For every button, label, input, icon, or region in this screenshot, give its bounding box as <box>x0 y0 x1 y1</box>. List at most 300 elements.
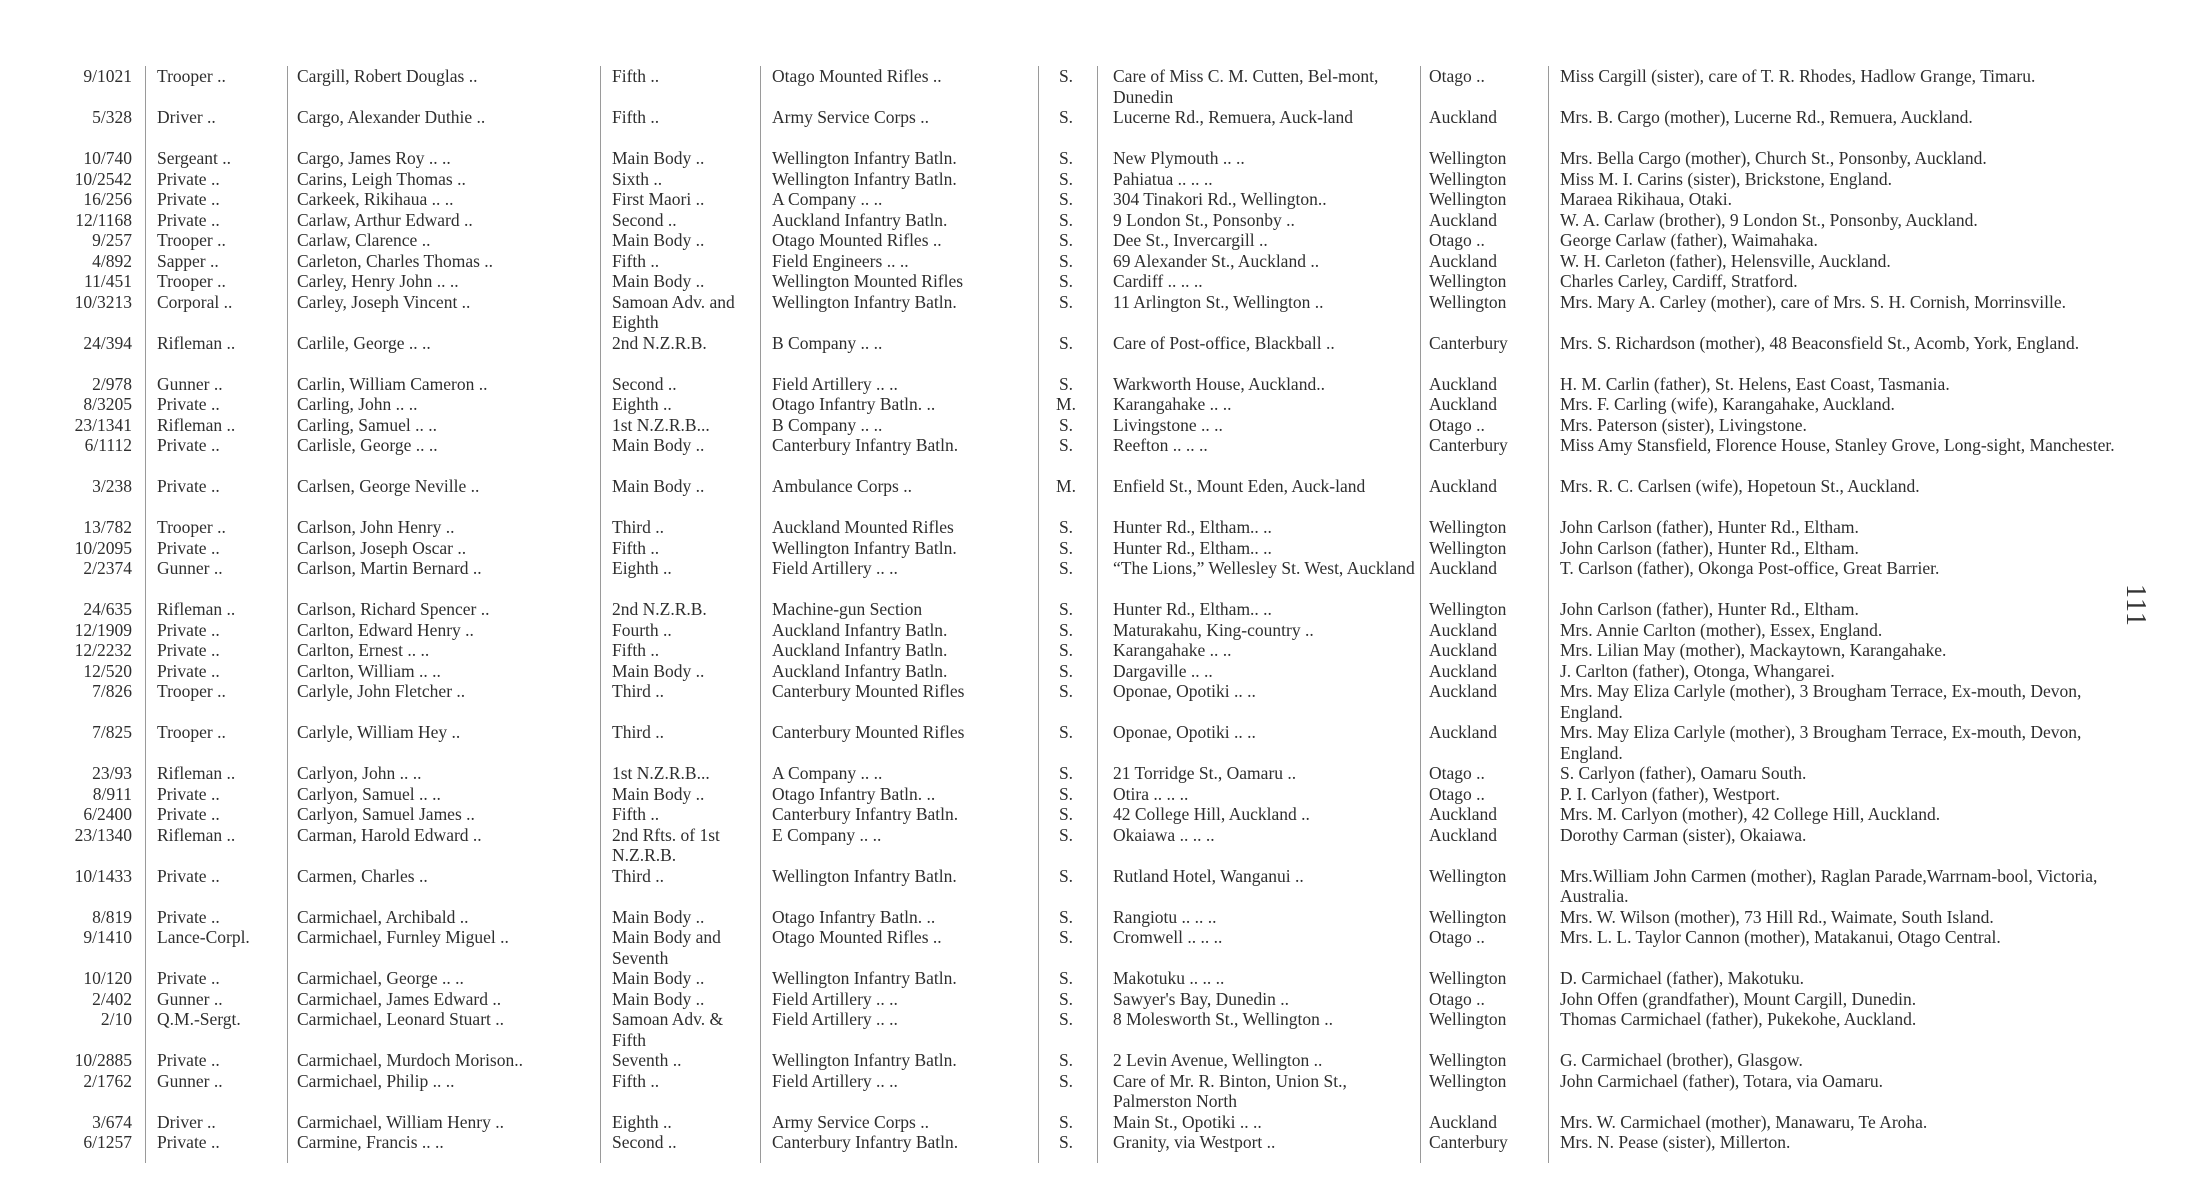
roll-row <box>0 866 2205 907</box>
roll-row <box>0 374 2205 395</box>
unit: A Company .. .. <box>772 189 883 209</box>
unit: Wellington Infantry Batln. <box>772 1050 957 1070</box>
record-number: 2/402 <box>92 988 132 1009</box>
district: Otago .. <box>1429 763 1485 783</box>
record-number: 6/1112 <box>84 435 132 455</box>
draft: 2nd N.Z.R.B. <box>612 599 707 619</box>
next-of-kin: Mrs. N. Pease (sister), Millerton. <box>1560 1132 1791 1152</box>
last-address: Lucerne Rd., Remuera, Auck-land <box>1113 107 1354 127</box>
record-number: 9/257 <box>92 230 132 250</box>
marital-status: S. <box>1058 804 1074 824</box>
draft: Second .. <box>612 373 677 394</box>
roll-row <box>0 415 2205 436</box>
last-address: Hunter Rd., Eltham.. .. <box>1113 517 1272 537</box>
soldier-name: Carman, Harold Edward .. <box>297 824 482 845</box>
page-number: 111 <box>2120 584 2151 627</box>
next-of-kin: Mrs. Lilian May (mother), Mackaytown, Karangahake. <box>1560 640 1947 660</box>
record-number: 12/1909 <box>74 619 132 640</box>
unit: Otago Mounted Rifles .. <box>772 927 942 947</box>
marital-status: S. <box>1058 988 1074 1009</box>
soldier-name: Carmichael, Archibald .. <box>297 906 469 927</box>
next-of-kin: Mrs. Paterson (sister), Livingstone. <box>1560 414 1807 435</box>
unit: Auckland Infantry Batln. <box>772 660 948 681</box>
record-number: 23/1341 <box>74 414 132 435</box>
marital-status: M. <box>1056 476 1076 496</box>
record-number: 12/2232 <box>74 640 132 660</box>
district: Auckland <box>1429 824 1498 845</box>
next-of-kin: Mrs. Annie Carlton (mother), Essex, England. <box>1560 619 1883 640</box>
last-address: 304 Tinakori Rd., Wellington.. <box>1113 189 1327 209</box>
last-address: Pahiatua .. .. .. <box>1113 168 1213 189</box>
unit: B Company .. .. <box>772 332 883 353</box>
record-number: 24/394 <box>83 332 132 353</box>
last-address: Dargaville .. .. <box>1113 660 1213 681</box>
soldier-name: Carlton, Edward Henry .. <box>297 619 474 640</box>
roll-row <box>0 784 2205 805</box>
last-address: 21 Torridge St., Oamaru .. <box>1113 763 1297 783</box>
marital-status: S. <box>1058 517 1074 537</box>
soldier-name: Carleton, Charles Thomas .. <box>297 250 494 271</box>
marital-status: S. <box>1058 66 1074 86</box>
last-address: Okaiawa .. .. .. <box>1113 824 1215 845</box>
record-number: 24/635 <box>83 599 132 619</box>
soldier-name: Carmen, Charles .. <box>297 865 428 886</box>
record-number: 23/93 <box>92 763 132 783</box>
roll-row <box>0 599 2205 620</box>
district: Otago .. <box>1429 414 1485 435</box>
soldier-name: Carlile, George .. .. <box>297 332 431 353</box>
next-of-kin: Mrs. May Eliza Carlyle (mother), 3 Brougham Terrace, Ex-mouth, Devon, England. <box>1560 722 2082 763</box>
district: Otago .. <box>1429 988 1485 1009</box>
soldier-name: Carley, Henry John .. .. <box>297 271 459 291</box>
unit: Field Artillery .. .. <box>772 988 898 1009</box>
last-address: Karangahake .. .. <box>1113 640 1232 660</box>
marital-status: S. <box>1058 332 1074 353</box>
unit: Ambulance Corps .. <box>772 476 912 496</box>
record-number: 10/3213 <box>74 291 132 312</box>
roll-row <box>0 271 2205 292</box>
marital-status: S. <box>1058 230 1074 250</box>
district: Auckland <box>1429 660 1498 681</box>
rank: Driver .. <box>157 1111 216 1132</box>
marital-status: S. <box>1058 1111 1074 1132</box>
unit: Wellington Infantry Batln. <box>772 148 957 168</box>
unit: Canterbury Mounted Rifles <box>772 722 965 742</box>
next-of-kin: Mrs. W. Carmichael (mother), Manawaru, Te Aroha. <box>1560 1111 1928 1132</box>
rank: Q.M.-Sergt. <box>157 1009 241 1029</box>
unit: Canterbury Infantry Batln. <box>772 1132 959 1152</box>
district: Wellington <box>1429 291 1507 312</box>
marital-status: S. <box>1058 865 1074 886</box>
next-of-kin: Thomas Carmichael (father), Pukekohe, Auckland. <box>1560 1009 1917 1029</box>
next-of-kin: Mrs. S. Richardson (mother), 48 Beaconsfield St., Acomb, York, England. <box>1560 332 2080 353</box>
district: Wellington <box>1429 599 1507 619</box>
draft: Samoan Adv. & Fifth <box>612 1009 724 1050</box>
unit: Wellington Infantry Batln. <box>772 537 957 558</box>
last-address: Reefton .. .. .. <box>1113 435 1208 455</box>
marital-status: S. <box>1058 250 1074 271</box>
soldier-name: Carlton, Ernest .. .. <box>297 640 430 660</box>
unit: Auckland Infantry Batln. <box>772 209 948 230</box>
draft: Eighth .. <box>612 1111 672 1132</box>
soldier-name: Carmichael, Furnley Miguel .. <box>297 927 509 947</box>
draft: Eighth .. <box>612 558 672 578</box>
rank: Trooper .. <box>157 271 226 291</box>
next-of-kin: Miss M. I. Carins (sister), Brickstone, England. <box>1560 168 1892 189</box>
marital-status: S. <box>1058 1132 1074 1152</box>
soldier-name: Carlaw, Clarence .. <box>297 230 431 250</box>
record-number: 3/238 <box>92 476 132 496</box>
record-number: 8/3205 <box>83 394 132 414</box>
roll-row <box>0 968 2205 989</box>
soldier-name: Carlyle, William Hey .. <box>297 722 461 742</box>
rank: Private .. <box>157 783 220 804</box>
unit: Canterbury Infantry Batln. <box>772 804 959 824</box>
record-number: 10/740 <box>83 148 132 168</box>
last-address: Care of Mr. R. Binton, Union St., Palmerston North <box>1113 1070 1347 1111</box>
soldier-name: Cargill, Robert Douglas .. <box>297 66 478 86</box>
soldier-name: Carlson, Joseph Oscar .. <box>297 537 467 558</box>
draft: Fifth .. <box>612 537 660 558</box>
rank: Rifleman .. <box>157 332 236 353</box>
district: Wellington <box>1429 1070 1507 1091</box>
rank: Private .. <box>157 906 220 927</box>
next-of-kin: T. Carlson (father), Okonga Post-office, Great Barrier. <box>1560 558 1940 578</box>
record-number: 6/1257 <box>83 1132 132 1152</box>
rank: Private .. <box>157 189 220 209</box>
record-number: 9/1410 <box>83 927 132 947</box>
roll-row <box>0 517 2205 538</box>
soldier-name: Carlsen, George Neville .. <box>297 476 480 496</box>
roll-row <box>0 661 2205 682</box>
district: Canterbury <box>1429 435 1508 455</box>
marital-status: S. <box>1058 271 1074 291</box>
record-number: 10/2885 <box>74 1050 132 1070</box>
last-address: Care of Miss C. M. Cutten, Bel-mont, Dunedin <box>1113 66 1379 107</box>
marital-status: S. <box>1058 599 1074 619</box>
unit: Wellington Infantry Batln. <box>772 865 957 886</box>
draft: Third .. <box>612 722 665 742</box>
draft: Main Body .. <box>612 148 705 168</box>
next-of-kin: Mrs. W. Wilson (mother), 73 Hill Rd., Waimate, South Island. <box>1560 906 1994 927</box>
draft: Main Body .. <box>612 968 705 988</box>
unit: Canterbury Infantry Batln. <box>772 435 959 455</box>
rank: Private .. <box>157 537 220 558</box>
soldier-name: Carmichael, George .. .. <box>297 968 464 988</box>
soldier-name: Carlyon, John .. .. <box>297 763 422 783</box>
record-number: 10/1433 <box>74 865 132 886</box>
record-number: 12/1168 <box>75 209 132 230</box>
unit: Wellington Infantry Batln. <box>772 968 957 988</box>
next-of-kin: John Carlson (father), Hunter Rd., Eltham. <box>1560 599 1859 619</box>
marital-status: S. <box>1058 906 1074 927</box>
roll-row <box>0 1009 2205 1050</box>
district: Wellington <box>1429 168 1507 189</box>
draft: Second .. <box>612 1132 677 1152</box>
marital-status: S. <box>1058 291 1074 312</box>
rank: Private .. <box>157 660 220 681</box>
soldier-name: Carins, Leigh Thomas .. <box>297 168 466 189</box>
district: Otago .. <box>1429 783 1485 804</box>
roll-row <box>0 558 2205 599</box>
soldier-name: Carlson, John Henry .. <box>297 517 455 537</box>
next-of-kin: Mrs.William John Carmen (mother), Raglan Parade,Warrnam-bool, Victoria, Australia. <box>1560 865 2098 906</box>
roll-row <box>0 292 2205 333</box>
unit: Field Artillery .. .. <box>772 1070 898 1091</box>
next-of-kin: D. Carmichael (father), Makotuku. <box>1560 968 1804 988</box>
rank: Rifleman .. <box>157 824 236 845</box>
rank: Trooper .. <box>157 230 226 250</box>
next-of-kin: H. M. Carlin (father), St. Helens, East Coast, Tasmania. <box>1560 373 1950 394</box>
soldier-name: Cargo, Alexander Duthie .. <box>297 107 486 127</box>
draft: Main Body .. <box>612 230 705 250</box>
rank: Private .. <box>157 968 220 988</box>
soldier-name: Carmichael, Leonard Stuart .. <box>297 1009 505 1029</box>
next-of-kin: Mrs. Bella Cargo (mother), Church St., Ponsonby, Auckland. <box>1560 148 1987 168</box>
rank: Rifleman .. <box>157 414 236 435</box>
roll-row <box>0 620 2205 641</box>
roll-row <box>0 1132 2205 1153</box>
rank: Private .. <box>157 394 220 414</box>
marital-status: S. <box>1058 189 1074 209</box>
next-of-kin: Maraea Rikihaua, Otaki. <box>1560 189 1733 209</box>
next-of-kin: Miss Cargill (sister), care of T. R. Rhodes, Hadlow Grange, Timaru. <box>1560 66 2036 86</box>
marital-status: S. <box>1058 722 1074 742</box>
roll-row <box>0 189 2205 210</box>
district: Wellington <box>1429 189 1507 209</box>
last-address: Granity, via Westport .. <box>1113 1132 1276 1152</box>
soldier-name: Carmichael, Philip .. .. <box>297 1070 455 1091</box>
record-number: 11/451 <box>84 271 132 291</box>
marital-status: S. <box>1058 537 1074 558</box>
last-address: 69 Alexander St., Auckland .. <box>1113 250 1320 271</box>
rank: Gunner .. <box>157 558 223 578</box>
draft: Main Body .. <box>612 271 705 291</box>
draft: 1st N.Z.R.B... <box>612 414 710 435</box>
rank: Private .. <box>157 168 220 189</box>
soldier-name: Carkeek, Rikihaua .. .. <box>297 189 454 209</box>
unit: Otago Mounted Rifles .. <box>772 66 942 86</box>
roll-row <box>0 1050 2205 1071</box>
district: Wellington <box>1429 517 1507 537</box>
soldier-name: Carlyle, John Fletcher .. <box>297 681 466 701</box>
roll-row <box>0 210 2205 231</box>
rank: Private .. <box>157 1132 220 1152</box>
draft: Fifth .. <box>612 1070 660 1091</box>
last-address: Main St., Opotiki .. .. <box>1113 1111 1262 1132</box>
soldier-name: Carlin, William Cameron .. <box>297 373 488 394</box>
unit: Canterbury Mounted Rifles <box>772 681 965 701</box>
district: Wellington <box>1429 865 1507 886</box>
draft: Third .. <box>612 865 665 886</box>
draft: Fifth .. <box>612 107 660 127</box>
rank: Trooper .. <box>157 681 226 701</box>
roll-row <box>0 1071 2205 1112</box>
district: Auckland <box>1429 1111 1498 1132</box>
district: Auckland <box>1429 476 1498 496</box>
draft: Eighth .. <box>612 394 672 414</box>
rank: Private .. <box>157 619 220 640</box>
soldier-name: Carling, Samuel .. .. <box>297 414 437 435</box>
marital-status: S. <box>1058 373 1074 394</box>
unit: Machine-gun Section <box>772 599 923 619</box>
roll-row <box>0 169 2205 190</box>
last-address: New Plymouth .. .. <box>1113 148 1245 168</box>
next-of-kin: Mrs. May Eliza Carlyle (mother), 3 Brougham Terrace, Ex-mouth, Devon, England. <box>1560 681 2082 722</box>
draft: Samoan Adv. and Eighth <box>612 291 735 332</box>
unit: Auckland Mounted Rifles <box>772 517 954 537</box>
rank: Private .. <box>157 476 220 496</box>
unit: Wellington Infantry Batln. <box>772 291 957 312</box>
draft: 1st N.Z.R.B... <box>612 763 710 783</box>
rank: Driver .. <box>157 107 216 127</box>
record-number: 3/674 <box>92 1111 132 1132</box>
draft: Third .. <box>612 681 665 701</box>
roll-row <box>0 538 2205 559</box>
unit: E Company .. .. <box>772 824 882 845</box>
district: Auckland <box>1429 107 1498 127</box>
last-address: Dee St., Invercargill .. <box>1113 230 1268 250</box>
roll-row <box>0 394 2205 415</box>
draft: Fifth .. <box>612 250 660 271</box>
record-number: 7/825 <box>92 722 132 742</box>
unit: A Company .. .. <box>772 763 883 783</box>
soldier-name: Carlaw, Arthur Edward .. <box>297 209 473 230</box>
district: Canterbury <box>1429 1132 1508 1152</box>
rank: Rifleman .. <box>157 599 236 619</box>
next-of-kin: Mrs. Mary A. Carley (mother), care of Mrs. S. H. Cornish, Morrinsville. <box>1560 291 2066 312</box>
rank: Private .. <box>157 640 220 660</box>
draft: Second .. <box>612 209 677 230</box>
district: Wellington <box>1429 1050 1507 1070</box>
rank: Private .. <box>157 1050 220 1070</box>
rank: Trooper .. <box>157 517 226 537</box>
marital-status: S. <box>1058 824 1074 845</box>
next-of-kin: Miss Amy Stansfield, Florence House, Stanley Grove, Long-sight, Manchester. <box>1560 435 2115 455</box>
unit: Field Engineers .. .. <box>772 250 909 271</box>
marital-status: S. <box>1058 763 1074 783</box>
district: Auckland <box>1429 250 1498 271</box>
next-of-kin: Dorothy Carman (sister), Okaiawa. <box>1560 824 1807 845</box>
draft: First Maori .. <box>612 189 705 209</box>
soldier-name: Carlson, Martin Bernard .. <box>297 558 482 578</box>
rank: Private .. <box>157 804 220 824</box>
marital-status: S. <box>1058 435 1074 455</box>
district: Wellington <box>1429 537 1507 558</box>
record-number: 10/2095 <box>74 537 132 558</box>
rank: Corporal .. <box>157 291 233 312</box>
last-address: Oponae, Opotiki .. .. <box>1113 681 1256 701</box>
marital-status: S. <box>1058 1009 1074 1029</box>
marital-status: S. <box>1058 619 1074 640</box>
marital-status: S. <box>1058 558 1074 578</box>
marital-status: S. <box>1058 681 1074 701</box>
marital-status: S. <box>1058 107 1074 127</box>
last-address: 11 Arlington St., Wellington .. <box>1113 291 1324 312</box>
last-address: “The Lions,” Wellesley St. West, Auckland <box>1113 558 1415 578</box>
rank: Lance-Corpl. <box>157 927 250 947</box>
unit: Otago Infantry Batln. .. <box>772 783 936 804</box>
rank: Private .. <box>157 435 220 455</box>
next-of-kin: S. Carlyon (father), Oamaru South. <box>1560 763 1807 783</box>
rank: Sapper .. <box>157 250 219 271</box>
soldier-name: Carley, Joseph Vincent .. <box>297 291 471 312</box>
roll-row <box>0 435 2205 476</box>
roll-row <box>0 927 2205 968</box>
draft: Fifth .. <box>612 66 660 86</box>
roll-row <box>0 989 2205 1010</box>
unit: Otago Mounted Rifles .. <box>772 230 942 250</box>
unit: Wellington Infantry Batln. <box>772 168 957 189</box>
next-of-kin: John Carmichael (father), Totara, via Oamaru. <box>1560 1070 1884 1091</box>
district: Auckland <box>1429 722 1498 742</box>
unit: Field Artillery .. .. <box>772 558 898 578</box>
record-number: 2/978 <box>92 373 132 394</box>
unit: B Company .. .. <box>772 414 883 435</box>
next-of-kin: John Carlson (father), Hunter Rd., Eltham. <box>1560 517 1859 537</box>
unit: Otago Infantry Batln. .. <box>772 906 936 927</box>
district: Auckland <box>1429 681 1498 701</box>
last-address: Hunter Rd., Eltham.. .. <box>1113 599 1272 619</box>
record-number: 2/2374 <box>83 558 132 578</box>
district: Auckland <box>1429 619 1498 640</box>
last-address: Rutland Hotel, Wanganui .. <box>1113 865 1304 886</box>
record-number: 16/256 <box>83 189 132 209</box>
unit: Auckland Infantry Batln. <box>772 640 948 660</box>
last-address: Livingstone .. .. <box>1113 414 1223 435</box>
soldier-name: Carmichael, William Henry .. <box>297 1111 504 1132</box>
record-number: 23/1340 <box>74 824 132 845</box>
draft: 2nd N.Z.R.B. <box>612 332 707 353</box>
record-number: 4/892 <box>92 250 132 271</box>
last-address: Care of Post-office, Blackball .. <box>1113 332 1335 353</box>
roll-row <box>0 251 2205 272</box>
record-number: 5/328 <box>92 107 132 127</box>
roll-row <box>0 230 2205 251</box>
marital-status: S. <box>1058 1070 1074 1091</box>
district: Wellington <box>1429 906 1507 927</box>
last-address: Karangahake .. .. <box>1113 394 1232 414</box>
last-address: Sawyer's Bay, Dunedin .. <box>1113 988 1290 1009</box>
district: Wellington <box>1429 968 1507 988</box>
soldier-name: Carling, John .. .. <box>297 394 418 414</box>
record-number: 10/2542 <box>74 168 132 189</box>
roll-row <box>0 640 2205 661</box>
draft: Main Body .. <box>612 660 705 681</box>
last-address: Hunter Rd., Eltham.. .. <box>1113 537 1272 558</box>
district: Otago .. <box>1429 927 1485 947</box>
soldier-name: Carmine, Francis .. .. <box>297 1132 444 1152</box>
district: Wellington <box>1429 1009 1507 1029</box>
next-of-kin: Mrs. M. Carlyon (mother), 42 College Hill, Auckland. <box>1560 804 1941 824</box>
soldier-name: Cargo, James Roy .. .. <box>297 148 451 168</box>
soldier-name: Carlyon, Samuel James .. <box>297 804 475 824</box>
last-address: Makotuku .. .. .. <box>1113 968 1225 988</box>
draft: Main Body .. <box>612 906 705 927</box>
district: Otago .. <box>1429 230 1485 250</box>
marital-status: S. <box>1058 927 1074 947</box>
unit: Field Artillery .. .. <box>772 373 898 394</box>
record-number: 8/911 <box>92 783 132 804</box>
roll-row <box>0 148 2205 169</box>
roll-row <box>0 825 2205 866</box>
last-address: Oponae, Opotiki .. .. <box>1113 722 1256 742</box>
draft: Main Body .. <box>612 988 705 1009</box>
soldier-name: Carlson, Richard Spencer .. <box>297 599 490 619</box>
record-number: 13/782 <box>83 517 132 537</box>
roll-row <box>0 107 2205 148</box>
last-address: 8 Molesworth St., Wellington .. <box>1113 1009 1333 1029</box>
